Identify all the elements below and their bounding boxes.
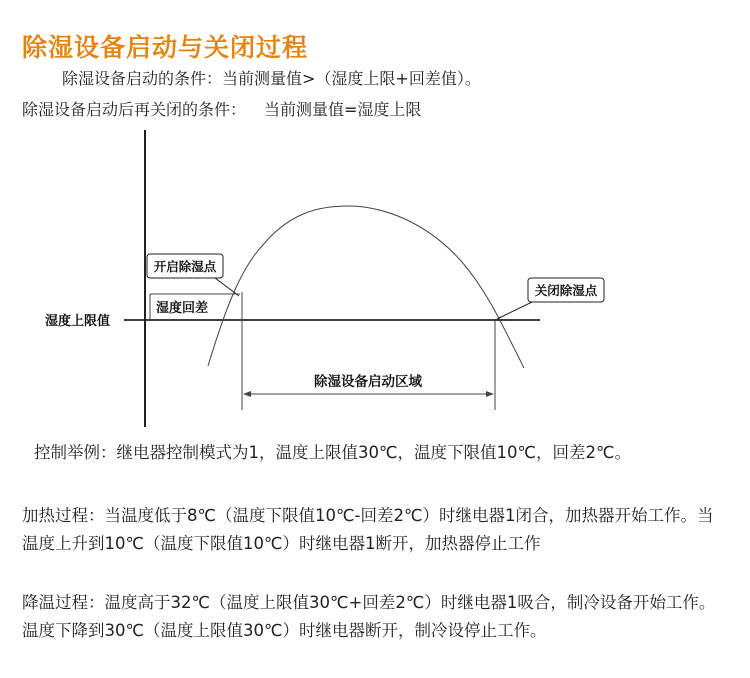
region-arrow-left-head (243, 391, 251, 397)
stop-point-pointer (497, 302, 532, 319)
hysteresis-label: 湿度回差 (156, 301, 209, 316)
start-point-label: 开启除湿点 (153, 259, 217, 274)
page-title: 除湿设备启动与关闭过程 (22, 33, 309, 62)
start-condition: 除湿设备启动的条件：当前测量值>（湿度上限+回差值）。 (62, 69, 481, 88)
stop-condition (22, 97, 421, 120)
stop-condition-label: 除湿设备启动后再关闭的条件： (22, 100, 247, 119)
example-intro-text: 控制举例：继电器控制模式为1，温度上限值30℃，温度下限值10℃，回差2℃。 (34, 443, 632, 462)
humidity-diagram (0, 120, 750, 430)
region-arrow-right-head (486, 391, 494, 397)
region-label: 除湿设备启动区域 (314, 374, 422, 390)
upper-limit-label: 湿度上限值 (45, 314, 111, 329)
example-intro (22, 439, 722, 467)
stop-point-label: 关闭除湿点 (534, 283, 598, 298)
humidity-curve (208, 206, 524, 368)
start-point-pointer (215, 278, 239, 296)
heating-process: 加热过程：当温度低于8℃（温度下限值10℃-回差2℃）时继电器1闭合，加热器开始工作。当温度上升到10℃（温度下限值10℃）时继电器1断开，加热器停止工作 (22, 506, 714, 553)
cooling-process: 降温过程：温度高于32℃（温度上限值30℃+回差2℃）时继电器1吸合，制冷设备开始工作。温度下降到30℃（温度上限值30℃）时继电器断开，制冷设停止工作。 (22, 593, 716, 640)
stop-condition-value: 当前测量值=湿度上限 (264, 100, 422, 119)
